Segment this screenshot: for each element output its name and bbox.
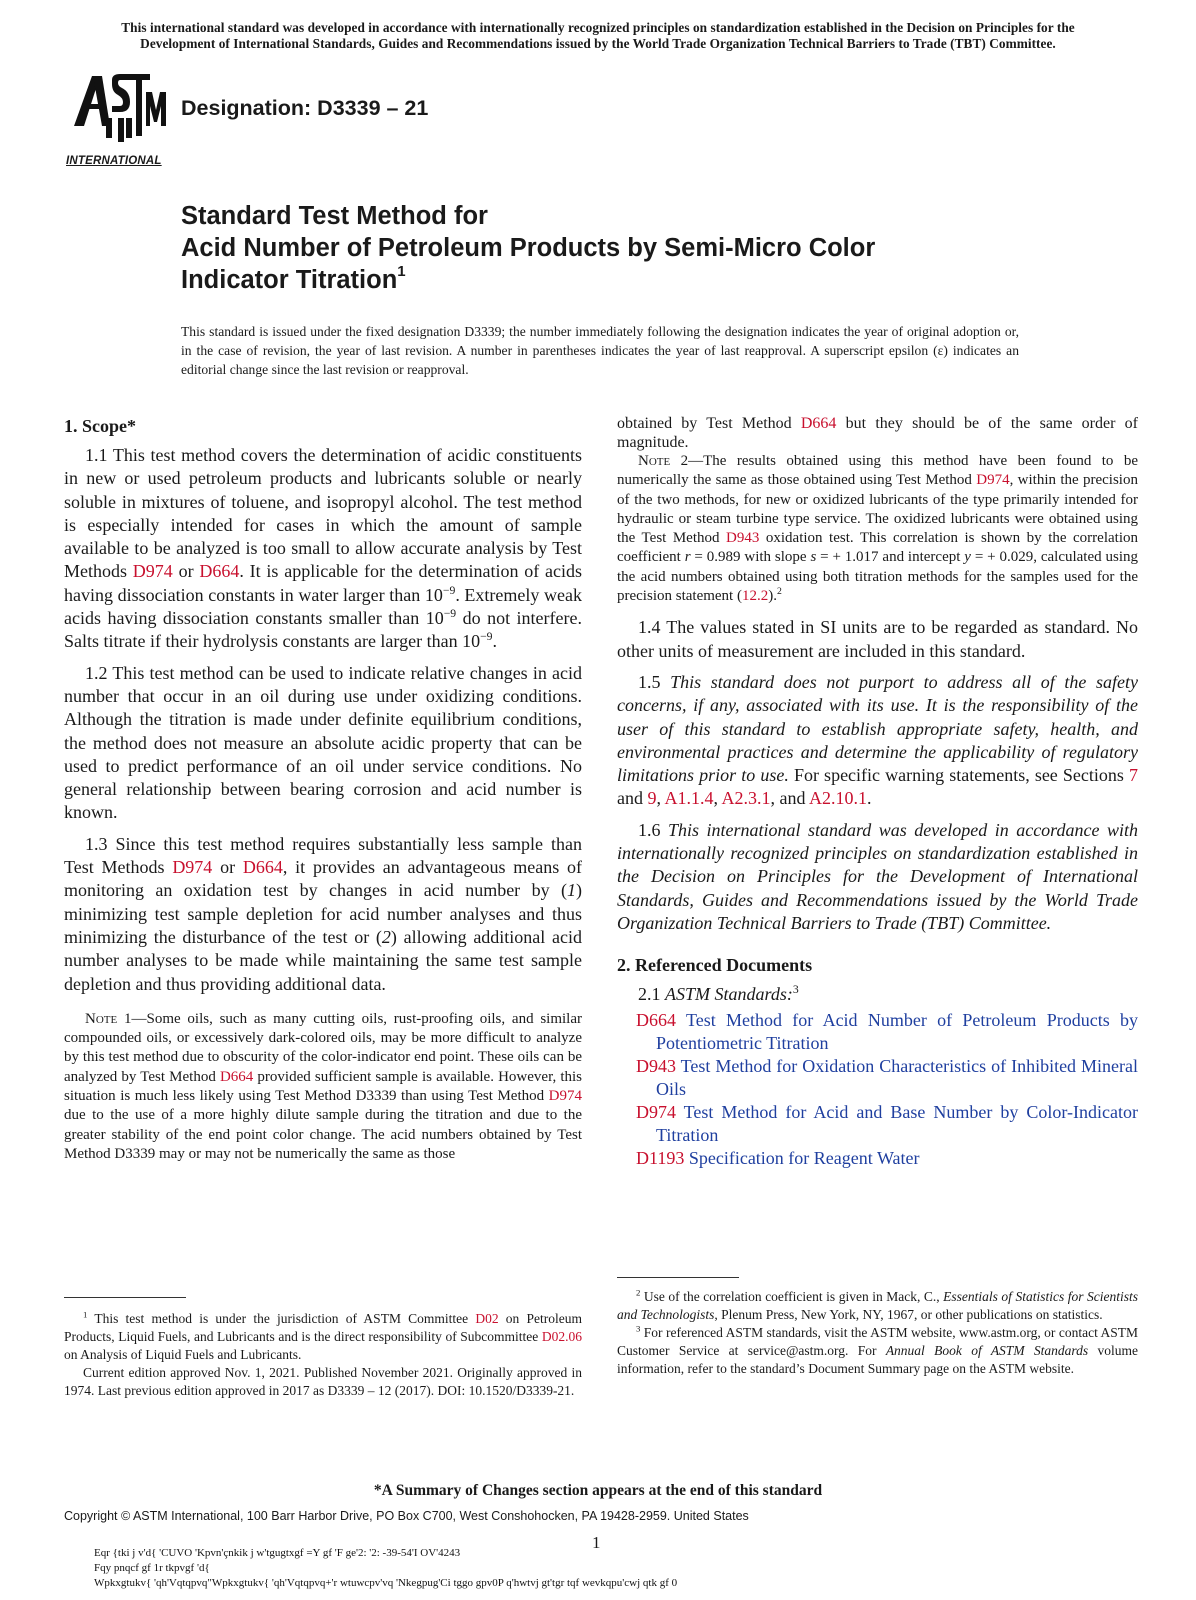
ref-doc-d943[interactable]: D943 Test Method for Oxidation Characteristics of Inhibited Mineral Oils — [636, 1055, 1138, 1099]
footnote-3: $^3$ For referenced ASTM standards, visit the ASTM website, www.astm.org, or contact ASTM Customer Service at service@astm.org. For Annual Book of ASTM Standards volume information, refer to the standard’s Document Summary page on the ASTM website. — [617, 1323, 1138, 1376]
ref-d664[interactable]: D664 — [800, 415, 837, 432]
page-number: 1 — [592, 1533, 601, 1552]
top-notice — [62, 20, 1134, 52]
top-notice-line1: This international standard was developed in accordance with internationally recognized principles on standardization established in the Decision on Principles for the — [121, 20, 1075, 35]
paragraph-1-4: 1.4 The values stated in SI units are to be regarded as standard. No other units of measurement are included in this standard. — [617, 617, 1138, 661]
left-column — [64, 414, 582, 1164]
title-line3: Indicator Titration — [181, 266, 398, 294]
paragraph-1-3: 1.3 Since this test method requires substantially less sample than Test Methods D974 or D664, it provides an advantageous means of monitoring an oxidation test by changes in acid number by (1) minimizing test sample depletion for acid number analyses and thus minimizing the disturbance of the test or (2) allowing additional acid number analyses to be made while maintaining the same test sample depletion and thus providing additional data. — [64, 833, 583, 994]
section-1-heading: 1. Scope* — [64, 416, 136, 436]
license-line: Eqr {tki j v'd{ 'CUVO 'Kpvn'çnkik j w'tgugtxgf =Y gf 'F ge'2: '2: -39-54'I OV'4243 — [94, 1547, 461, 1559]
note-1: Note 1—Some oils, such as many cutting oils, rust-proofing oils, and similar compounded oils, or excessively dark-colored oils, may be more difficult to analyze by this test method due to obscurity of the color-indicator end point. These oils can be analyzed by Test Method D664 provided sufficient sample is available. However, this situation is much less likely using Test Method D3339 than using Test Method D974 due to the use of a more highly dilute sample during the titration and due to the greater stability of the end point color change. The acid numbers obtained by Test Method D3339 may or may not be numerically the same as those — [64, 1010, 583, 1162]
ref-d664[interactable]: D664 — [242, 857, 283, 878]
footnote-1-edition: Current edition approved Nov. 1, 2021. Published November 2021. Originally approved in 1974. Last previous edition approved in 2017 as D3339 – 12 (2017). DOI: 10.1520/D3339-21. — [64, 1365, 582, 1398]
note-1-continued: obtained by Test Method D664 but they should be of the same order of magnitude. — [617, 415, 1138, 451]
subsection-2-1: 2.1 ASTM Standards:$^3$ — [638, 983, 799, 1005]
document-title — [181, 200, 1061, 296]
designation: Designation: D3339 – 21 — [181, 96, 429, 120]
paragraph-1-5: 1.5 This standard does not purport to address all of the safety concerns, if any, associated with its use. It is the responsibility of the user of this standard to establish appropriate safety, health, and environmental practices and determine the applicability of regulatory limitations prior to use. For specific warning statements, see Sections 7 and 9, A1.1.4, A2.3.1, and A2.10.1. — [617, 671, 1139, 809]
right-column — [617, 414, 1138, 1170]
title-line1: Standard Test Method for — [181, 202, 488, 230]
paragraph-1-6: 1.6 This international standard was developed in accordance with internationally recognized principles on standardization established in the Decision on Principles for the Development of International Standards, Guides and Recommendations issued by the World Trade Organization Technical Barriers to Trade (TBT) Committee. — [617, 819, 1138, 933]
issued-statement: This standard is issued under the fixed designation D3339; the number immediately following the designation indicates the year of original adoption or, in the case of revision, the year of last revision. A number in parentheses indicates the year of last reapproval. A superscript epsilon (ε) indicates an editorial change since the last revision or reapproval. — [181, 324, 1019, 377]
ref-a2-10-1[interactable]: A2.10.1 — [809, 788, 868, 809]
footnote-2: $^2$ Use of the correlation coefficient is given in Mack, C., Essentials of Statistics for Scientists and Technologists, Plenum Press, New York, NY, 1967, or other publications on statistics. — [617, 1287, 1138, 1322]
paragraph-1-2: 1.2 This test method can be used to indicate relative changes in acid number that occur in an oil during use under oxidizing conditions. Although the titration is made under definite equilibrium conditions, the method does not measure an absolute acidic property that can be used to predict performance of an oil under service conditions. No general relationship between bearing corrosion and acid number is known. — [64, 662, 582, 823]
ref-section-9[interactable]: 9 — [647, 788, 657, 809]
footnote-rule — [617, 1277, 739, 1278]
title-footnote-mark[interactable]: 1 — [397, 263, 406, 280]
note-2: Note 2—The results obtained using this method have been found to be numerically the same as those obtained using Test Method D974, within the precision of the two methods, for new or oxidized lubricants of the type primarily intended for hydraulic or steam turbine type service. The oxidized lubricants were obtained using the Test Method D943 oxidation test. This correlation is shown by the correlation coefficient r = 0.989 with slope s = + 1.017 and intercept y = + 0.029, calculated using the acid numbers obtained using both titration methods for the samples used for the precision statement (12.2).$^2$ — [617, 453, 1138, 605]
section-2-heading: 2. Referenced Documents — [617, 955, 813, 976]
astm-logo — [66, 70, 166, 165]
footnote-1: $^1$ This test method is under the jurisdiction of ASTM Committee D02 on Petroleum Products, Liquid Fuels, and Lubricants and is the direct responsibility of Subcommittee D02.06 on Analysis of Liquid Fuels and Lubricants. — [64, 1309, 582, 1362]
copyright: Copyright © ASTM International, 100 Barr Harbor Drive, PO Box C700, West Conshohocken, PA 19428-2959. United States — [64, 1509, 749, 1523]
top-notice-line2: Development of International Standards, Guides and Recommendations issued by the World Trade Organization Technical Barriers to Trade (TBT) Committee. — [140, 36, 1056, 51]
ref-d664[interactable]: D664 — [199, 561, 240, 582]
ref-d974[interactable]: D974 — [548, 1088, 582, 1105]
ref-d02[interactable]: D02 — [475, 1311, 499, 1326]
ref-d943[interactable]: D943 — [726, 530, 760, 547]
left-footnotes — [64, 1297, 582, 1400]
ref-a1-1-4[interactable]: A1.1.4 — [664, 788, 714, 809]
ref-12-2[interactable]: 12.2 — [741, 588, 769, 605]
license-watermark — [94, 1546, 994, 1591]
astm-logo-icon — [66, 70, 166, 150]
summary-of-changes-note: *A Summary of Changes section appears at the end of this standard — [373, 1482, 823, 1499]
license-line: Wpkxgtukv{ 'qh'Vqtqpvq"Wpkxgtukv{ 'qh'Vqtqpvq+'r wtuwcpv'vq 'Nkegpug'Ci tggo gpv0P q'hwtvj gt'tgr tqf wevkqpu'cwj qtk gf 0 — [94, 1577, 678, 1589]
ref-a2-3-1[interactable]: A2.3.1 — [721, 788, 771, 809]
ref-d974[interactable]: D974 — [172, 857, 213, 878]
ref-doc-d974[interactable]: D974 Test Method for Acid and Base Number by Color-Indicator Titration — [636, 1101, 1138, 1145]
ref-d664[interactable]: D664 — [219, 1068, 254, 1085]
referenced-documents-list — [617, 1009, 1138, 1170]
right-footnotes — [617, 1277, 1138, 1378]
ref-doc-d1193[interactable]: D1193 Specification for Reagent Water — [636, 1147, 920, 1168]
paragraph-1-1: 1.1 This test method covers the determination of acidic constituents in new or used petroleum products and lubricants soluble or nearly soluble in mixtures of toluene, and isopropyl alcohol. The test method is especially intended for cases in which the amount of sample available to be analyzed is too small to allow accurate analysis by Test Methods D974 or D664. It is applicable for the determination of acids having dissociation constants in water larger than $10^{-9}$. Extremely weak acids having dissociation constants smaller than $10^{-9}$ do not interfere. Salts titrate if their hydrolysis constants are larger than $10^{-9}$. — [64, 445, 583, 652]
ref-doc-d664[interactable]: D664 Test Method for Acid Number of Petroleum Products by Potentiometric Titration — [636, 1009, 1138, 1053]
ref-d02-06[interactable]: D02.06 — [541, 1329, 582, 1344]
footnote-rule — [64, 1297, 186, 1298]
title-line2: Acid Number of Petroleum Products by Semi-Micro Color — [181, 234, 876, 262]
ref-d974[interactable]: D974 — [976, 472, 1010, 489]
ref-d974[interactable]: D974 — [132, 561, 173, 582]
license-line: Fqy pnqcf gf 1r tkpvgf 'd{ — [94, 1562, 210, 1574]
logo-label: INTERNATIONAL — [66, 155, 162, 167]
ref-section-7[interactable]: 7 — [1129, 765, 1139, 786]
